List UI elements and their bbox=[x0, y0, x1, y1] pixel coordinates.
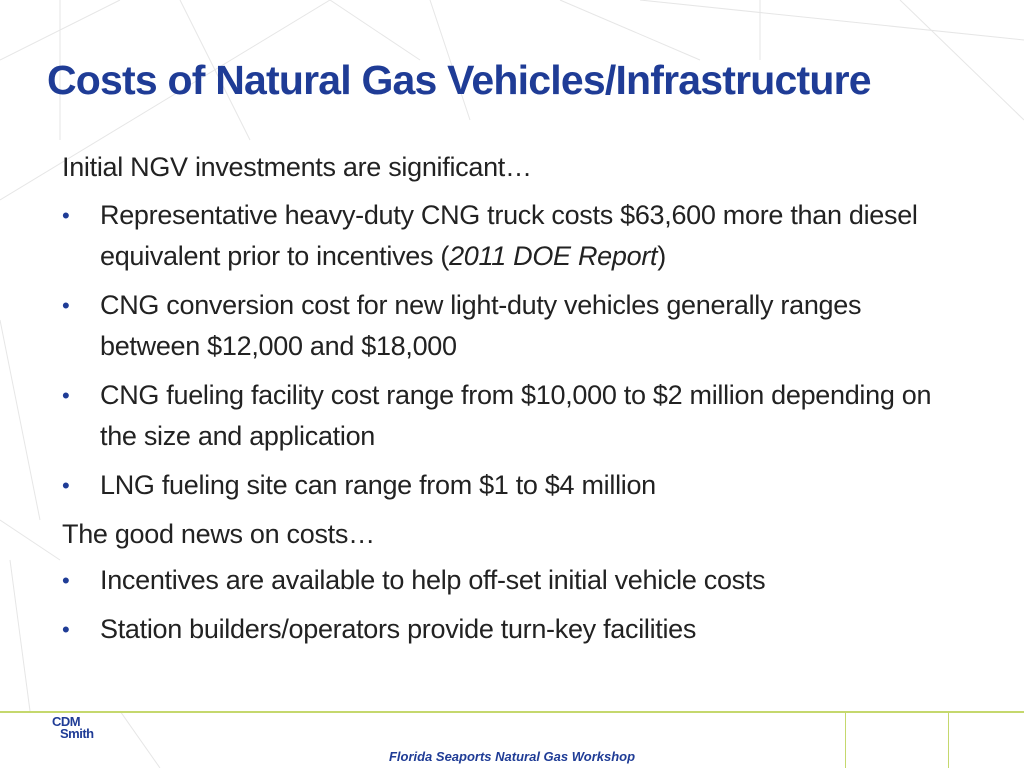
logo-line-2: Smith bbox=[60, 726, 94, 741]
footer-rule bbox=[0, 711, 1024, 713]
bullet-glyph: • bbox=[62, 568, 70, 593]
bullet-item bbox=[62, 195, 962, 277]
bullet-list-investments bbox=[62, 195, 962, 506]
cdm-smith-logo bbox=[52, 716, 112, 742]
bullet-text-suffix: ) bbox=[657, 241, 666, 271]
bullet-item bbox=[62, 375, 962, 457]
bullet-text: CNG fueling facility cost range from $10,000 to $2 million depending on the size and application bbox=[100, 380, 932, 451]
footer-caption: Florida Seaports Natural Gas Workshop bbox=[388, 749, 636, 764]
bullet-item bbox=[62, 560, 962, 601]
section-heading-good-news: The good news on costs… bbox=[62, 519, 375, 549]
bullet-text: Station builders/operators provide turn-key facilities bbox=[100, 614, 697, 644]
bullet-list-good-news bbox=[62, 560, 962, 650]
bullet-glyph: • bbox=[62, 383, 70, 408]
bullet-glyph: • bbox=[62, 617, 70, 642]
bullet-glyph: • bbox=[62, 473, 70, 498]
bullet-text: Representative heavy-duty CNG truck costs $63,600 more than diesel equivalent prior to incentives ( bbox=[100, 200, 918, 271]
section-heading-investments: Initial NGV investments are significant… bbox=[62, 152, 532, 182]
bullet-text: LNG fueling site can range from $1 to $4 million bbox=[100, 470, 656, 500]
slide-title: Costs of Natural Gas Vehicles/Infrastructure bbox=[47, 57, 871, 103]
bullet-glyph: • bbox=[62, 203, 70, 228]
bullet-item bbox=[62, 285, 962, 367]
slide-body bbox=[62, 147, 962, 658]
bullet-item bbox=[62, 609, 962, 650]
bullet-item bbox=[62, 465, 962, 506]
bullet-text: Incentives are available to help off-set initial vehicle costs bbox=[100, 565, 766, 595]
logo-line-1: CDM bbox=[52, 714, 81, 729]
bullet-text: CNG conversion cost for new light-duty vehicles generally ranges between $12,000 and $18,000 bbox=[100, 290, 862, 361]
bullet-glyph: • bbox=[62, 293, 70, 318]
bullet-citation: 2011 DOE Report bbox=[449, 241, 658, 271]
